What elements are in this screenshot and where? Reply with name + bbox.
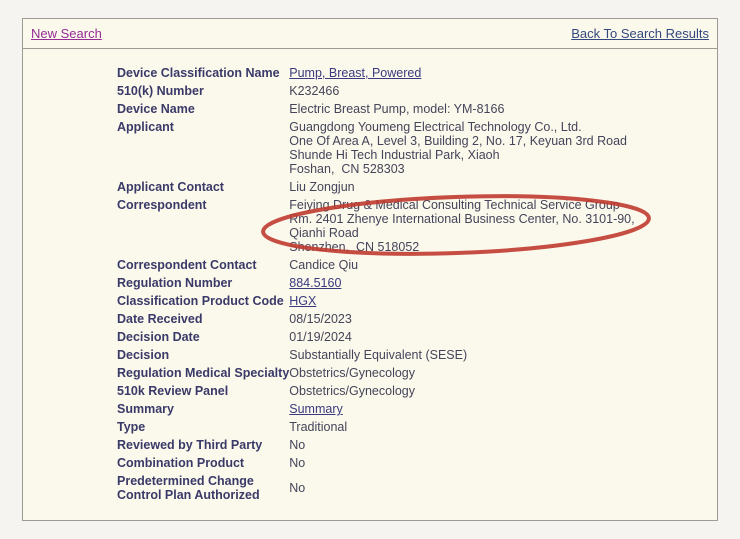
record-row: [117, 274, 635, 292]
field-label-line: 510(k) Number: [117, 84, 204, 98]
field-value-text: Candice Qiu: [289, 258, 359, 272]
field-value: [289, 64, 634, 82]
field-value-text: Substantially Equivalent (SESE): [289, 348, 468, 362]
field-label-line: Classification Product Code: [117, 294, 284, 308]
record-row: [117, 436, 635, 454]
back-to-search-results-link[interactable]: Back To Search Results: [571, 26, 709, 41]
field-label-line: Reviewed by Third Party: [117, 438, 263, 452]
field-label: [117, 274, 289, 292]
field-value-text: Obstetrics/Gynecology: [289, 384, 416, 398]
field-label: [117, 100, 289, 118]
record-card: [22, 18, 718, 521]
field-value-link[interactable]: Pump, Breast, Powered: [289, 66, 422, 80]
field-value: [289, 256, 634, 274]
field-label: [117, 328, 289, 346]
field-value-text: Rm. 2401 Zhenye International Business Center, No. 3101-90,: [289, 212, 635, 226]
field-value-text: Liu Zongjun: [289, 180, 355, 194]
field-value: [289, 436, 634, 454]
field-value-text: 01/19/2024: [289, 330, 352, 344]
field-label: [117, 82, 289, 100]
field-value: [289, 418, 634, 436]
field-value-text: Obstetrics/Gynecology: [289, 366, 416, 380]
field-label-line: Regulation Medical Specialty: [117, 366, 290, 380]
field-label: [117, 256, 289, 274]
topbar: [23, 19, 717, 49]
field-label-line: Type: [117, 420, 146, 434]
field-label: [117, 310, 289, 328]
record-row: [117, 100, 635, 118]
field-value-text: Traditional: [289, 420, 348, 434]
field-label: [117, 400, 289, 418]
field-label: [117, 472, 289, 504]
field-value: [289, 178, 634, 196]
field-value: [289, 382, 634, 400]
field-value: [289, 196, 634, 256]
field-label: [117, 346, 289, 364]
field-label-line: Applicant: [117, 120, 174, 134]
field-value-text: No: [289, 456, 306, 470]
record-row: [117, 328, 635, 346]
field-value: [289, 346, 634, 364]
field-value-text: Shunde Hi Tech Industrial Park, Xiaoh: [289, 148, 500, 162]
record-row: [117, 364, 635, 382]
field-value: [289, 310, 634, 328]
field-label: [117, 436, 289, 454]
field-value: [289, 292, 634, 310]
field-value: [289, 454, 634, 472]
field-value: [289, 118, 634, 178]
record-row: [117, 382, 635, 400]
field-label-line: Control Plan Authorized: [117, 488, 260, 502]
field-label-line: Summary: [117, 402, 174, 416]
field-value-text: Electric Breast Pump, model: YM-8166: [289, 102, 505, 116]
field-value: [289, 274, 634, 292]
field-label: [117, 454, 289, 472]
record-row: [117, 346, 635, 364]
field-label: [117, 196, 289, 256]
record-row: [117, 472, 635, 504]
record-row: [117, 292, 635, 310]
field-label-line: Applicant Contact: [117, 180, 224, 194]
field-value-text: K232466: [289, 84, 340, 98]
field-value-text: No: [289, 481, 306, 495]
record-table: [117, 64, 635, 504]
field-value-text: Guangdong Youmeng Electrical Technology Co., Ltd.: [289, 120, 582, 134]
field-value-link[interactable]: 884.5160: [289, 276, 342, 290]
record-row: [117, 418, 635, 436]
record-row: [117, 82, 635, 100]
field-label: [117, 118, 289, 178]
record-row: [117, 118, 635, 178]
field-label-line: Device Name: [117, 102, 195, 116]
record-row: [117, 196, 635, 256]
field-value-text: No: [289, 438, 306, 452]
field-label: [117, 64, 289, 82]
record-row: [117, 178, 635, 196]
field-value-text: Qianhi Road: [289, 226, 359, 240]
field-label: [117, 178, 289, 196]
field-value-text: 08/15/2023: [289, 312, 352, 326]
field-label-line: Combination Product: [117, 456, 245, 470]
field-label: [117, 382, 289, 400]
record-row: [117, 400, 635, 418]
field-value-link[interactable]: HGX: [289, 294, 317, 308]
field-value-link[interactable]: Summary: [289, 402, 343, 416]
record-row: [117, 64, 635, 82]
field-value: [289, 400, 634, 418]
field-value-text: One Of Area A, Level 3, Building 2, No. 17, Keyuan 3rd Road: [289, 134, 627, 148]
field-value: [289, 364, 634, 382]
field-value-text: Feiying Drug & Medical Consulting Technical Service Group: [289, 198, 620, 212]
field-value-text: Foshan, CN 528303: [289, 162, 405, 176]
field-label-line: Regulation Number: [117, 276, 233, 290]
field-value: [289, 472, 634, 504]
field-value-text: Shenzhen, CN 518052: [289, 240, 420, 254]
field-label: [117, 292, 289, 310]
field-label-line: Date Received: [117, 312, 203, 326]
field-label-line: 510k Review Panel: [117, 384, 229, 398]
field-label: [117, 364, 289, 382]
record-content: [23, 49, 717, 504]
field-value: [289, 82, 634, 100]
field-label: [117, 418, 289, 436]
field-label-line: Correspondent Contact: [117, 258, 257, 272]
record-row: [117, 256, 635, 274]
field-value: [289, 100, 634, 118]
field-label-line: Correspondent: [117, 198, 207, 212]
field-label-line: Device Classification Name: [117, 66, 280, 80]
field-label-line: Decision Date: [117, 330, 200, 344]
field-value: [289, 328, 634, 346]
field-label-line: Decision: [117, 348, 170, 362]
record-row: [117, 310, 635, 328]
new-search-link[interactable]: New Search: [31, 26, 102, 41]
field-label-line: Predetermined Change: [117, 474, 254, 488]
record-row: [117, 454, 635, 472]
